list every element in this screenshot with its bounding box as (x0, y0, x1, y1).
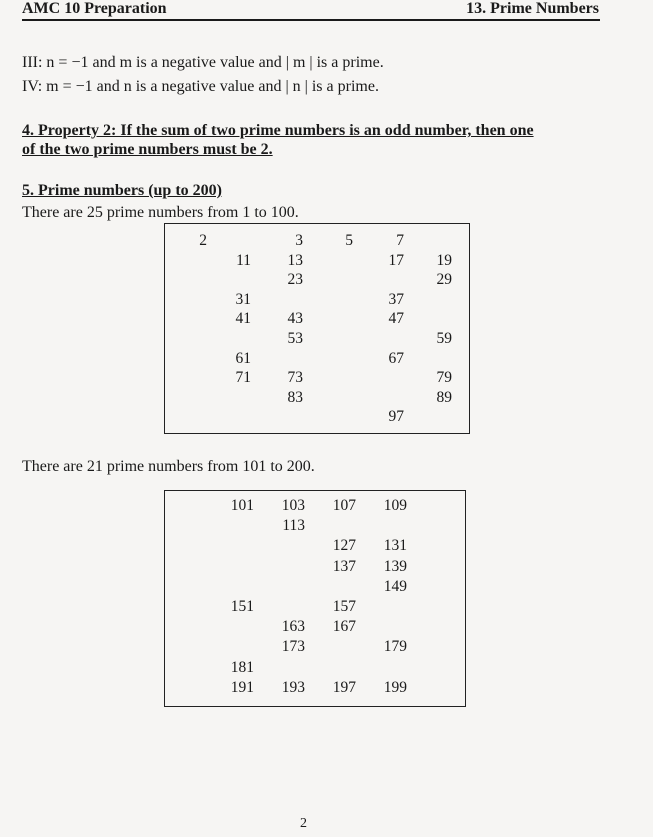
prime-number-cell: 149 (383, 577, 407, 595)
header-left: AMC 10 Preparation (22, 0, 167, 17)
prime-number-cell: 73 (287, 369, 303, 387)
prime-number-cell: 199 (383, 678, 407, 696)
prime-number-cell: 193 (281, 678, 305, 696)
prime-number-cell: 151 (230, 598, 254, 615)
prime-number-cell: 67 (388, 349, 404, 367)
prime-number-cell: 7 (396, 232, 404, 249)
prime-number-cell: 47 (388, 310, 404, 328)
prime-number-cell: 131 (383, 537, 407, 555)
prime-number-cell: 197 (332, 678, 356, 696)
prime-number-cell: 3 (295, 232, 303, 249)
header-rule (22, 19, 600, 21)
prime-number-cell: 97 (388, 408, 404, 426)
section5-intro-25: There are 25 prime numbers from 1 to 100. (22, 204, 299, 221)
prime-number-cell: 107 (332, 497, 356, 514)
prime-number-cell: 53 (287, 330, 303, 347)
prime-number-cell: 127 (332, 537, 356, 555)
property2-line1: 4. Property 2: If the sum of two prime numbers is an odd number, then one (22, 122, 534, 139)
prime-number-cell: 19 (436, 251, 452, 269)
prime-number-cell: 37 (388, 290, 404, 308)
header-right: 13. Prime Numbers (466, 0, 599, 17)
primes-table-101-200 (164, 490, 466, 707)
prime-number-cell: 43 (287, 310, 303, 328)
case-iv-text: IV: m = −1 and n is a negative value and | n | is a prime. (22, 78, 379, 95)
property2-line2: of the two prime numbers must be 2. (22, 141, 273, 158)
prime-number-cell: 181 (230, 658, 254, 676)
prime-number-cell: 113 (282, 517, 305, 535)
prime-number-cell: 23 (287, 271, 303, 289)
prime-number-cell: 179 (383, 638, 407, 656)
prime-number-cell: 59 (436, 330, 452, 347)
prime-number-cell: 31 (235, 290, 251, 308)
prime-number-cell: 191 (230, 678, 254, 696)
prime-number-cell: 2 (199, 232, 207, 249)
prime-number-cell: 79 (436, 369, 452, 387)
prime-number-cell: 167 (332, 618, 356, 636)
prime-number-cell: 101 (230, 497, 254, 514)
section5-intro-21: There are 21 prime numbers from 101 to 200. (22, 458, 315, 475)
prime-number-cell: 61 (235, 349, 251, 367)
prime-number-cell: 29 (436, 271, 452, 289)
prime-number-cell: 173 (281, 638, 305, 656)
prime-number-cell: 83 (287, 388, 303, 406)
section5-heading: 5. Prime numbers (up to 200) (22, 182, 222, 199)
primes-table-1-100 (164, 223, 470, 434)
prime-number-cell: 13 (287, 251, 303, 269)
prime-number-cell: 71 (235, 369, 251, 387)
prime-number-cell: 5 (345, 232, 353, 249)
prime-number-cell: 41 (235, 310, 251, 328)
prime-number-cell: 137 (332, 557, 356, 575)
prime-number-cell: 163 (281, 618, 305, 636)
prime-number-cell: 11 (236, 251, 251, 269)
page-number: 2 (300, 816, 307, 831)
prime-number-cell: 109 (383, 497, 407, 514)
case-iii-text: III: n = −1 and m is a negative value and | m | is a prime. (22, 54, 384, 71)
prime-number-cell: 157 (332, 598, 356, 615)
prime-number-cell: 89 (436, 388, 452, 406)
prime-number-cell: 17 (388, 251, 404, 269)
prime-number-cell: 103 (281, 497, 305, 514)
prime-number-cell: 139 (383, 557, 407, 575)
